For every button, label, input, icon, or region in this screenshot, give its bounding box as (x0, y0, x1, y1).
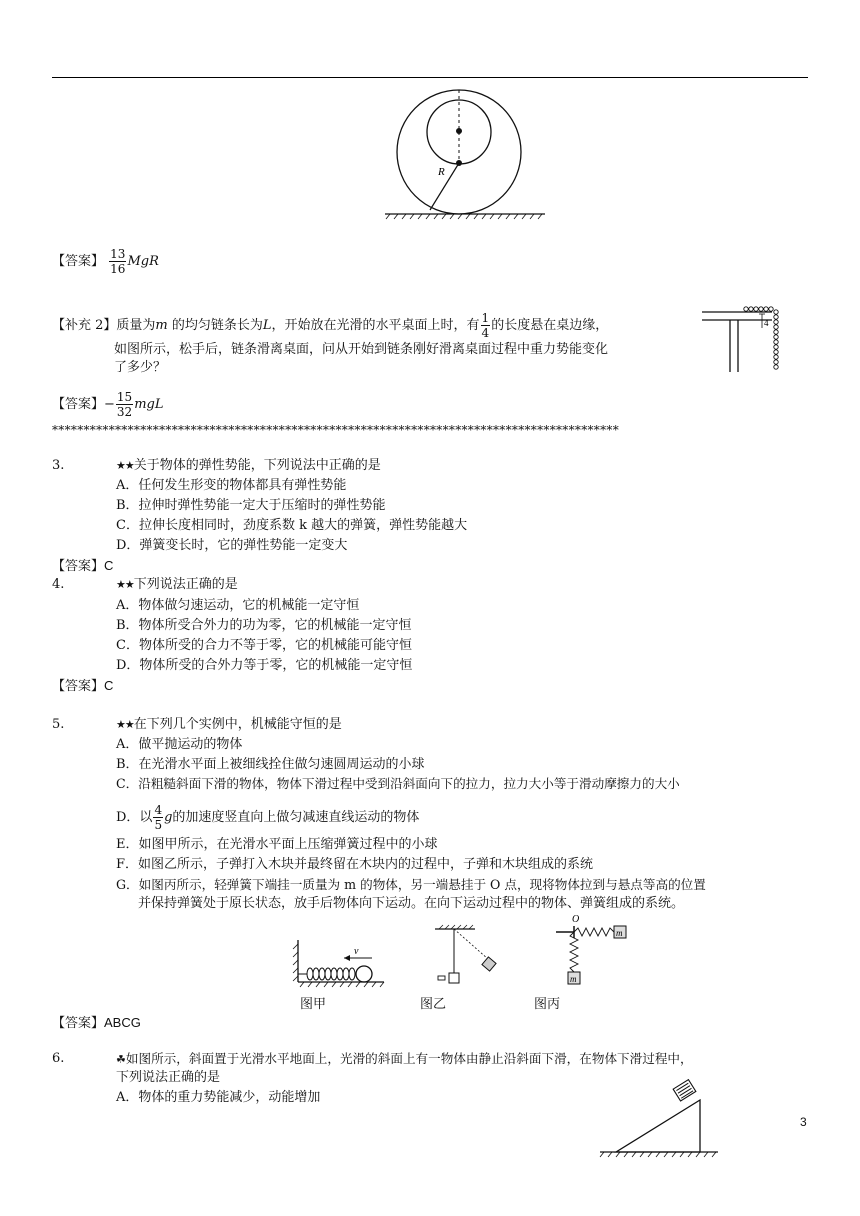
fraction-denominator: 5 (154, 818, 163, 832)
q4-number: 4. (52, 577, 65, 592)
difficulty-stars: ★★ (116, 578, 134, 591)
answer-1-fraction (109, 247, 126, 276)
q5-stem-text: 在下列几个实例中，机械能守恒的是 (133, 717, 342, 732)
caption-jia: 图甲 (300, 997, 327, 1012)
q6-number: 6. (52, 1051, 65, 1066)
answer-label: 【答案】 (52, 397, 105, 412)
sup2-text-d: 的长度悬在桌边缘， (491, 318, 609, 333)
supplement-2-line-2: 如图所示，松手后，链条滑离桌面，问从开始到链条刚好滑离桌面过程中重力势能变化 (114, 342, 609, 357)
answer-label: 【答案】 (52, 679, 105, 694)
chain-table-figure (700, 308, 790, 373)
difficulty-stars: ★★ (116, 718, 134, 731)
q5-option-d (116, 803, 419, 832)
mass-label-horizontal: m (616, 928, 623, 938)
q6-option-a: A．物体的重力势能减少，动能增加 (116, 1090, 321, 1105)
q5-d-text-a: D．以 (116, 810, 153, 825)
q4-stem-text: 下列说法正确的是 (133, 577, 238, 592)
supplement-2-line-3: 了多少？ (114, 360, 167, 375)
incline-figure (598, 1070, 723, 1162)
q4-option-b: B．物体所受合外力的功为零，它的机械能一定守恒 (116, 618, 412, 633)
q4-option-a: A．物体做匀速运动，它的机械能一定守恒 (116, 598, 360, 613)
q3-option-a: A．任何发生形变的物体都具有弹性势能 (116, 478, 347, 493)
figure-yi-pendulum-block (430, 925, 505, 990)
rolling-circles-figure (380, 95, 550, 220)
answer-2-sign: − (104, 397, 115, 412)
answer-value: C (104, 678, 114, 693)
q3-option-c: C．拉伸长度相同时，劲度系数 k 越大的弹簧，弹性势能越大 (116, 518, 468, 533)
sup2-text-b: 的均匀链条长为 (167, 318, 263, 333)
q3-stem (116, 457, 381, 475)
q5-option-a: A．做平抛运动的物体 (116, 737, 243, 752)
mass-label-vertical: m (570, 974, 577, 984)
q5-d-text-b: 的加速度竖直向上做匀减速直线运动的物体 (172, 810, 420, 825)
q5-d-var-g: g (164, 810, 173, 825)
q5-option-c: C．沿粗糙斜面下滑的物体，物体下滑过程中受到沿斜面向下的拉力，拉力大小等于滑动摩擦力的大小 (116, 776, 680, 791)
answer-2-tail: mgL (134, 397, 164, 412)
sup2-fraction (481, 311, 491, 340)
radius-label: R (438, 166, 445, 178)
pivot-O-label: O (572, 914, 580, 925)
q5-stem (116, 716, 342, 734)
answer-label: 【答案】 (52, 254, 105, 269)
answer-value: C (104, 558, 114, 573)
difficulty-stars: ★★ (116, 459, 134, 472)
answer-label: 【答案】 (52, 559, 105, 574)
caption-yi: 图乙 (420, 997, 447, 1012)
difficulty-mark: ☘ (116, 1053, 126, 1066)
q3-answer (52, 557, 113, 576)
velocity-label: v (354, 946, 359, 957)
q6-stem-line1 (116, 1050, 693, 1069)
fraction-denominator: 32 (116, 405, 133, 419)
fraction-numerator: 4 (154, 803, 163, 817)
supplement-label: 【补充 2】 (52, 318, 117, 333)
q3-number: 3. (52, 458, 65, 473)
fraction-numerator: 15 (116, 390, 133, 404)
q4-option-d: D．物体所受的合外力等于零，它的机械能一定守恒 (116, 658, 413, 673)
chain-hang-label: 4 (764, 318, 769, 328)
answer-1-tail: MgR (127, 254, 159, 269)
sup2-var-L: L (262, 318, 272, 333)
q3-stem-text: 关于物体的弹性势能，下列说法中正确的是 (133, 458, 381, 473)
q4-stem (116, 576, 238, 594)
header-rule (52, 77, 808, 78)
q5-option-g-line2: 并保持弹簧处于原长状态，放手后物体向下运动。在向下运动过程中的物体、弹簧组成的系统。 (138, 896, 685, 911)
q5-option-e: E．如图甲所示，在光滑水平面上压缩弹簧过程中的小球 (116, 837, 438, 852)
answer-label: 【答案】 (52, 1016, 105, 1031)
figure-bing-spring-mass (552, 912, 632, 992)
answer-2 (52, 390, 164, 419)
sup2-text-a: 质量为 (116, 318, 156, 333)
page-number: 3 (800, 1115, 807, 1129)
q3-option-b: B．拉伸时弹性势能一定大于压缩时的弹性势能 (116, 498, 386, 513)
q4-answer (52, 677, 113, 696)
q6-stem-line2: 下列说法正确的是 (116, 1070, 221, 1085)
figure-jia-spring-ball (292, 938, 387, 988)
fraction-numerator: 13 (110, 247, 126, 261)
answer-2-fraction (116, 390, 133, 419)
q5-d-fraction (153, 803, 163, 832)
fraction-denominator: 16 (110, 262, 126, 276)
answer-1 (52, 247, 159, 276)
q3-option-d: D．弹簧变长时，它的弹性势能一定变大 (116, 538, 348, 553)
sup2-var-m: m (155, 318, 168, 333)
fraction-denominator: 4 (481, 326, 490, 340)
answer-value: ABCG (104, 1015, 141, 1030)
q6-stem-text: 如图所示，斜面置于光滑水平地面上，光滑的斜面上有一物体由静止沿斜面下滑，在物体下滑过程中， (125, 1051, 693, 1066)
q5-number: 5. (52, 717, 65, 732)
q5-option-g-line1: G．如图丙所示，轻弹簧下端挂一质量为 m 的物体，另一端悬挂于 O 点，现将物体拉到与悬点等高的位置 (116, 877, 706, 892)
fraction-numerator: 1 (481, 311, 490, 325)
q5-option-f: F．如图乙所示，子弹打入木块并最终留在木块内的过程中，子弹和木块组成的系统 (116, 857, 594, 872)
star-divider: ****************************************************************************************** (52, 423, 619, 437)
q5-option-b: B．在光滑水平面上被细线拴住做匀速圆周运动的小球 (116, 757, 425, 772)
caption-bing: 图丙 (534, 997, 561, 1012)
q4-option-c: C．物体所受的合力不等于零，它的机械能可能守恒 (116, 638, 412, 653)
q5-answer (52, 1014, 141, 1033)
supplement-2-line-1 (52, 311, 608, 340)
sup2-text-c: ，开始放在光滑的水平桌面上时，有 (271, 318, 480, 333)
